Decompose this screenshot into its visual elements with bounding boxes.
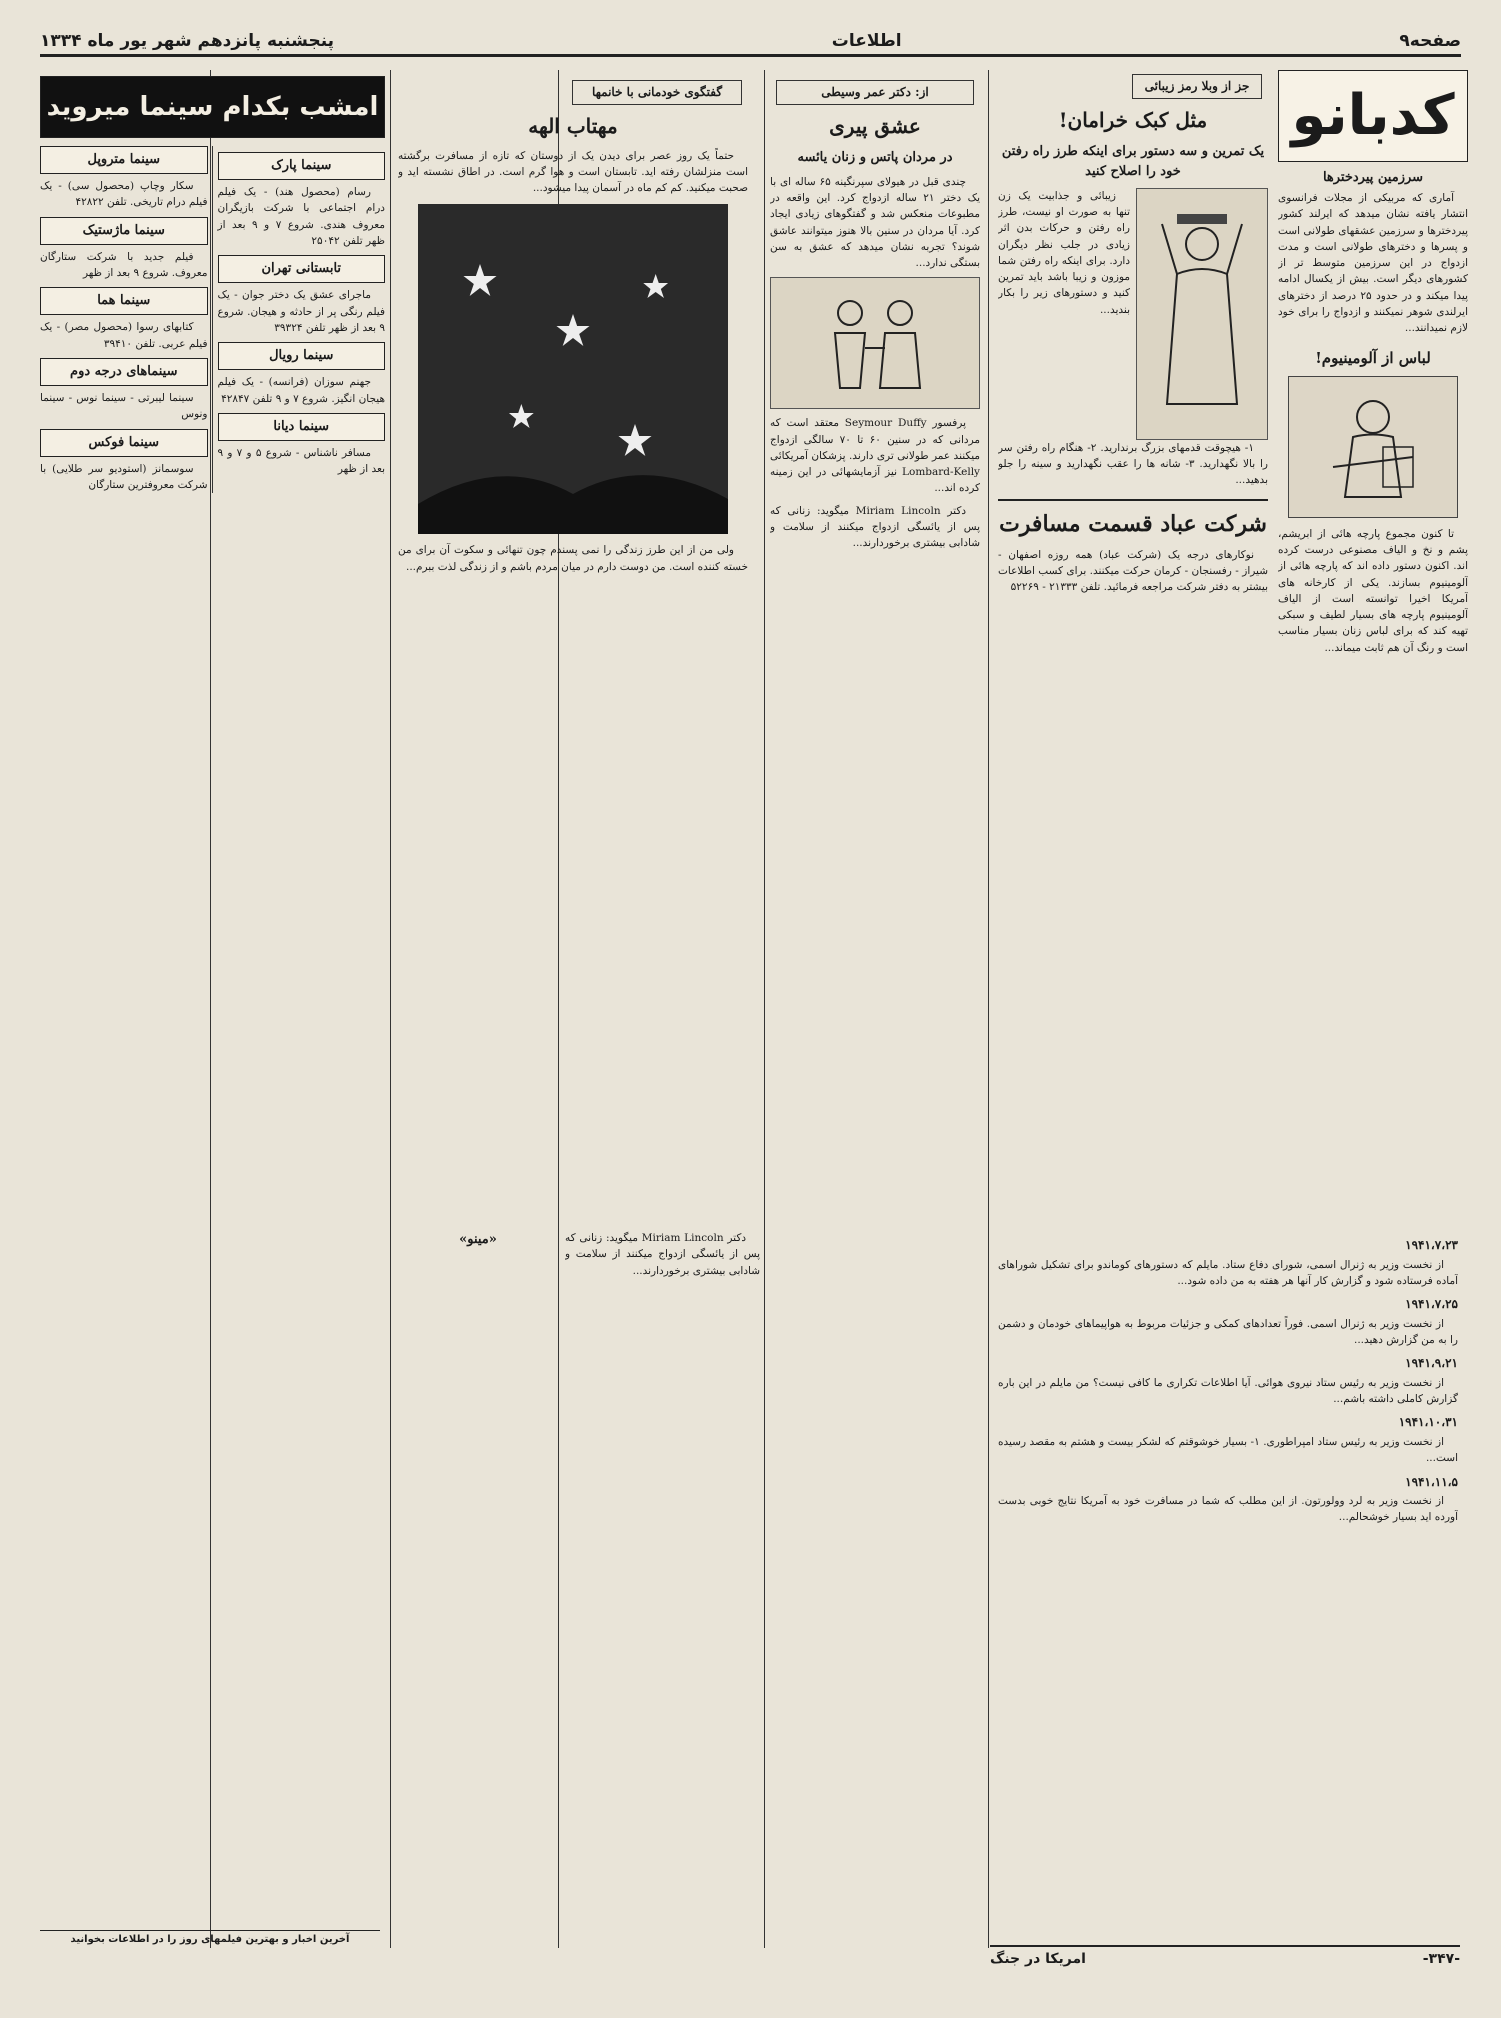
- aluminum-body: تا کنون مجموع پارچه هائی از ابریشم، پشم و نخ و الیاف مصنوعی درست کرده اند. اکنون دستور داده اند که پارچه هائی از آلومینیوم بسازند. یکی از کارخانه های آمریکا اخیرا توانسته است از الیاف آلومینیوم پارچه های بسیار لطیف و سبکی تهیه کند که برای لباس زنان بسیار مناسب است و رنگ آن هم ثابت میماند...: [1278, 527, 1468, 654]
- talk-body-2: ولی من از این طرز زندگی را نمی پسندم چون تنهائی و سکوت آن برای من خسته کننده است. من دوست دارم در میان مردم باشم و از زندگی لذت ببرم...: [398, 544, 748, 573]
- war-entry: [998, 1473, 1458, 1526]
- war-entry-date: ۱۹۴۱،۱۰،۳۱: [1398, 1415, 1458, 1430]
- elderly-couple-icon: [800, 288, 950, 398]
- beauty-rules: ۱- هیچوقت قدمهای بزرگ برندارید. ۲- هنگام راه رفتن سر را بالا نگهدارید. ۳- شانه ها را عقب نگهدارید و سینه را جلو بدهید...: [998, 441, 1268, 487]
- aluminum-title: لباس از آلومینیوم!: [1315, 348, 1431, 367]
- cinema-name: سینما فوکس: [40, 429, 208, 457]
- war-entry: [998, 1413, 1458, 1466]
- cinema-name: سینما ماژستیک: [40, 217, 208, 245]
- woman-sewing-icon: [1313, 387, 1433, 507]
- cinema-text: سکار وچاپ (محصول سی) - یک فیلم درام تاریخی. تلفن ۴۲۸۲۲: [40, 180, 208, 209]
- old-age-body: چندی قبل در هیولای سپرنگینه ۶۵ ساله ای با یک دختر ۲۱ ساله ازدواج کرد. این واقعه در مطبوعات منعکس شد و گفتگوهای زیادی ایجاد کرد. آیا مردان در سنین بالا هنوز میتوانند عاشق شوند؟ تجربه نشان میدهد که عشق به سن بستگی ندارد...: [770, 175, 980, 270]
- old-age-body-2: پرفسور Seymour Duffy معتقد است که مردانی که در سنین ۶۰ تا ۷۰ سالگی ازدواج میکنند عمر طولانی تری دارند. پزشکان آمریکائی Lombard-Kelly نیز آزمایشهائی در این زمینه کرده اند...: [770, 417, 980, 495]
- beauty-title: مثل کبک خرامان!: [1058, 107, 1208, 132]
- war-entry-date: ۱۹۴۱،۷،۲۳: [1405, 1238, 1458, 1252]
- cinema-name: سینماهای درجه دوم: [40, 358, 208, 386]
- cinema-listing: [40, 287, 208, 352]
- cinema-text: سوسمانز (استودیو سر طلایی) با شرکت معروفترین ستارگان: [40, 462, 208, 492]
- old-age-subtitle: در مردان پاتس و زنان یائسه: [797, 149, 953, 165]
- old-age-continuation: [565, 1230, 760, 1928]
- cinema-listing: [218, 342, 386, 407]
- night-sky-illustration: [418, 204, 728, 534]
- cinema-listing: [40, 358, 208, 423]
- cinema-listings: [40, 146, 385, 493]
- series-title: امریکا در جنگ: [990, 1951, 1086, 1967]
- woman-with-book-illustration: [1136, 188, 1268, 440]
- cinema-name: سینما پارک: [218, 152, 386, 180]
- talk-body: حتماً یک روز عصر برای دیدن یک از دوستان که تازه از مسافرت برگشته است منزلشان رفته اید. تابستان است و هوا گرم است. در اطاق نشسته اید و صحبت میکنید. کم کم ماه در آسمان پیدا میشود...: [398, 149, 748, 195]
- kadbanoo-subtitle: سرزمین پیردخترها: [1322, 170, 1424, 185]
- cinema-listing: [40, 217, 208, 282]
- page-header: [40, 28, 1461, 57]
- cinema-listing: [218, 413, 386, 478]
- column-rule: [988, 70, 989, 1948]
- series-number: -۳۴۷-: [1422, 1951, 1460, 1967]
- talk-signature: «مینو»: [459, 1232, 497, 1247]
- cinema-text: سینما لیبرتی - سینما نوس - سینما ونوس: [40, 392, 208, 421]
- old-age-body-3-cont: دکتر Miriam Lincoln میگوید: زنانی که پس از یائسگی ازدواج میکنند از سلامت و شادابی بیشتری برخوردارند...: [565, 1232, 760, 1277]
- issue-date: پنجشنبه پانزدهم شهر یور ماه ۱۳۳۴: [40, 31, 335, 51]
- kadbanoo-masthead: کدبانو: [1278, 70, 1468, 162]
- talk-title: مهتاب الهه: [528, 113, 618, 138]
- cinema-listing: [218, 255, 386, 336]
- cinema-column: [40, 76, 385, 1948]
- cinema-text: جهنم سوزان (فرانسه) - یک فیلم هیجان انگیز. شروع ۷ و ۹ تلفن ۴۲۸۴۷: [217, 376, 385, 405]
- travel-body: نوکارهای درجه یک (شرکت عباد) همه روزه اصفهان - شیراز - رفسنجان - کرمان حرکت میکنند. برای کسب اطلاعات بیشتر به دفتر شرکت مراجعه فرمائید. تلفن ۲۱۳۳۳ - ۵۲۲۶۹: [998, 548, 1268, 594]
- cinema-text: ماجرای عشق یک دختر جوان - یک فیلم رنگی پر از حادثه و هیجان. شروع ۹ بعد از ظهر تلفن ۳۹۳۲۴: [217, 289, 385, 334]
- woman-balancing-book-icon: [1147, 204, 1257, 424]
- cinema-footer-notice: آخرین اخبار و بهترین فیلمهای روز را در اطلاعات بخوانید: [40, 1930, 380, 1945]
- war-entry-text: از نخست وزیر به لرد وولورتون. از این مطلب که شما در مسافرت خود به آمریکا نتایج خوبی بدست آورده اید بسیار خوشحالم...: [998, 1495, 1458, 1524]
- war-diary: [998, 1230, 1458, 1928]
- couple-illustration: [770, 277, 980, 409]
- talk-column: [398, 76, 748, 1226]
- cinema-header: امشب بکدام سینما میروید: [40, 76, 385, 138]
- talk-continuation: [398, 1230, 558, 1928]
- series-footer: [990, 1945, 1460, 1967]
- cinema-text: رسام (محصول هند) - یک فیلم درام اجتماعی با شرکت بازیگران معروف هندی. شروع ۷ و ۹ بعد از ظهر تلفن ۲۵۰۴۲: [217, 186, 385, 247]
- war-entry-text: از نخست وزیر به رئیس ستاد نیروی هوائی. آیا اطلاعات تکراری ما کافی نیست؟ من مایلم در این باره گزارش کاملی داشته باشم...: [998, 1376, 1458, 1406]
- cinema-text: کتابهای رسوا (محصول مصر) - یک فیلم عربی. تلفن ۳۹۴۱۰: [40, 321, 208, 350]
- war-entry-text: از نخست وزیر به ژنرال اسمی، شورای دفاع ستاد. مایلم که دستورهای کوماندو برای تشکیل شوراهای آماده فرستاده شود و گزارش کار آنها هر هفته به من داده شود...: [998, 1258, 1458, 1287]
- old-age-body-3: دکتر Miriam Lincoln میگوید: زنانی که پس از یائسگی ازدواج میکنند از سلامت و شادابی بیشتری برخوردارند...: [770, 504, 980, 550]
- cinema-name: تابستانی تهران: [218, 255, 386, 283]
- cinema-listing: [218, 152, 386, 249]
- starry-sky-icon: [418, 204, 728, 534]
- talk-kicker: گفتگوی خودمانی با خانمها: [572, 80, 742, 105]
- cinema-name: سینما هما: [40, 287, 208, 315]
- cinema-listing: [40, 146, 208, 211]
- cinema-name: سینما دیانا: [218, 413, 386, 441]
- newspaper-name: اطلاعات: [831, 31, 902, 51]
- cinema-text: فیلم جدید با شرکت ستارگان معروف. شروع ۹ بعد از ظهر: [40, 250, 208, 280]
- old-age-byline: از: دکتر عمر وسیطی: [776, 80, 974, 105]
- war-entry-text: از نخست وزیر به رئیس ستاد امپراطوری. ۱- بسیار خوشوقتم که لشکر بیست و هشتم به مقصد رسیده است...: [998, 1435, 1458, 1465]
- column-rule: [764, 70, 765, 1948]
- cinema-name: سینما متروپل: [40, 146, 208, 174]
- cinema-name: سینما رویال: [218, 342, 386, 370]
- cinema-listing: [40, 429, 208, 494]
- war-entry-date: ۱۹۴۱،۷،۲۵: [1405, 1297, 1458, 1312]
- kadbanoo-body: آماری که مربیکی از مجلات فرانسوی انتشار یافته نشان میدهد که ایرلند کشور پیردخترها و سرزمین عشقهای طولانی است و پسرها و دخترهای طولانی است و مدت ازدواج در این سرزمین متوسط تر از کشورهای دیگر است. بیش از یکسال ادامه پیدا میکند و در حدود ۲۵ درصد از دخترهای ایرلندی شوهر نمیکنند و ازدواج را برای خود لازم نمیدانند...: [1278, 192, 1468, 335]
- war-entry: [998, 1236, 1458, 1289]
- beauty-kicker: جز از وبلا رمز زیبائی: [1132, 74, 1262, 99]
- beauty-subtitle: یک تمرین و سه دستور برای اینکه طرز راه رفتن خود را اصلاح کنید: [1001, 143, 1265, 179]
- page-number: صفحه۹: [1399, 31, 1461, 51]
- war-entry-date: ۱۹۴۱،۹،۲۱: [1405, 1356, 1458, 1371]
- war-entry: [998, 1354, 1458, 1407]
- beauty-body: زیبائی و جذابیت یک زن تنها به صورت او نیست، طرز راه رفتن و حرکات بدن اثر زیادی در جلب نظر دیگران دارد. برای اینکه راه رفتن شما موزون و زیبا باشد باید تمرین کنید و دستورهای زیر را بکار بندید...: [998, 189, 1130, 316]
- old-age-title: عشق پیری: [829, 113, 921, 138]
- war-entry: [998, 1295, 1458, 1348]
- war-entry-date: ۱۹۴۱،۱۱،۵: [1405, 1474, 1458, 1489]
- woman-sewing-illustration: [1288, 376, 1458, 518]
- travel-ad: [998, 499, 1268, 596]
- travel-title: شرکت عباد قسمت مسافرت: [999, 510, 1267, 537]
- column-rule: [390, 70, 391, 1948]
- old-age-column: [770, 76, 980, 1226]
- cinema-text: مسافر ناشناس - شروع ۵ و ۷ و ۹ بعد از ظهر: [217, 446, 385, 476]
- war-entry-text: از نخست وزیر به ژنرال اسمی. فوراً تعدادهای کمکی و جزئیات مربوط به هواپیماهای خودمان و دشمن را به من گزارش دهید...: [998, 1317, 1458, 1346]
